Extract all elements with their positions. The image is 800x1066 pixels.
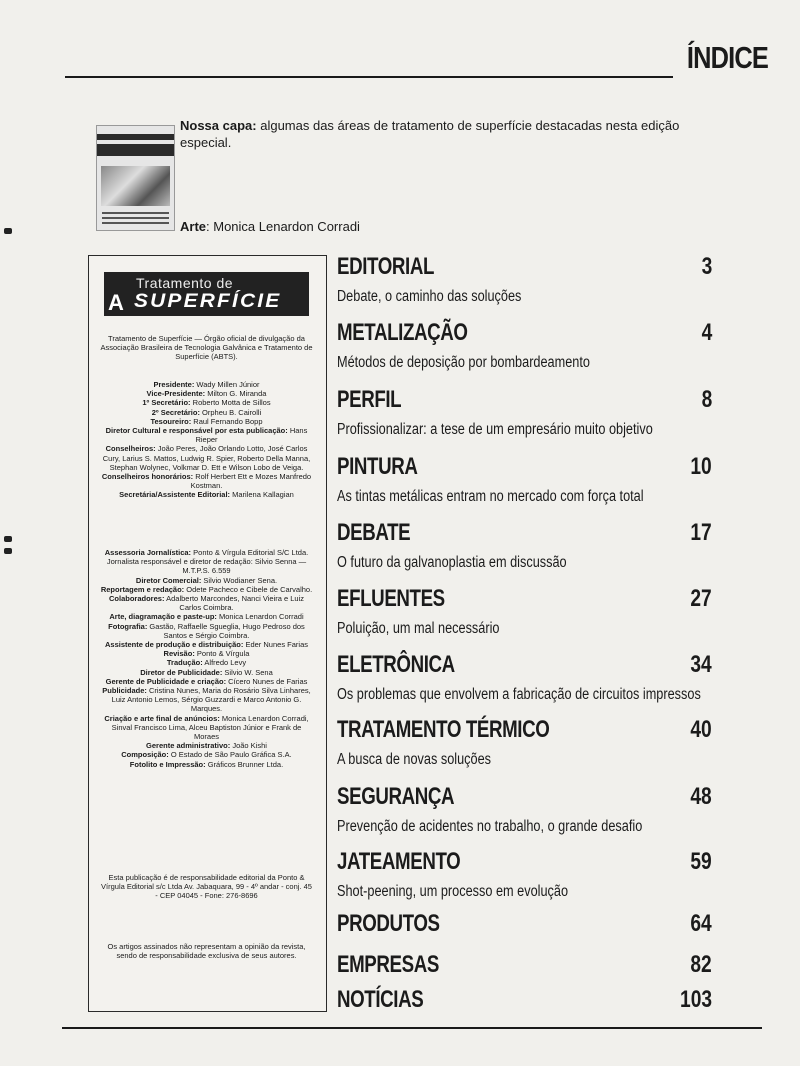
toc-page-number: 64	[690, 910, 712, 937]
masthead-board	[100, 380, 313, 500]
toc-section-title: SEGURANÇA	[337, 783, 455, 810]
masthead-staff	[100, 548, 313, 769]
masthead-publisher: Esta publicação é de responsabilidade editorial da Ponto & Vírgula Editorial s/c Ltda Av. Jabaquara, 99 - 4º andar - conj. 45 - CEP 04045 - Fone: 276-8696	[101, 873, 312, 901]
binding-mark	[4, 548, 12, 554]
toc-page-number: 59	[690, 848, 712, 875]
toc-page-number: 4	[701, 319, 712, 346]
toc-section-title: EDITORIAL	[337, 253, 435, 280]
toc-page-number: 8	[701, 386, 712, 413]
magazine-logo: A Tratamento de SUPERFÍCIE	[104, 272, 309, 316]
logo-line-2: SUPERFÍCIE	[134, 291, 282, 312]
toc-page-number: 103	[679, 986, 712, 1013]
toc-section-description: Profissionalizar: a tese de um empresário muito objetivo	[337, 421, 653, 438]
staff-line: Assistente de produção e distribuição: Eder Nunes Farias	[105, 640, 308, 650]
toc-section-title: EFLUENTES	[337, 585, 445, 612]
board-line: Presidente: Wady Millen Júnior	[153, 380, 260, 389]
footer-rule	[62, 1027, 762, 1029]
toc-section-title: TRATAMENTO TÉRMICO	[337, 716, 550, 743]
cover-caption	[180, 117, 690, 151]
toc-section-title: NOTÍCIAS	[337, 986, 424, 1013]
cover-art-text: : Monica Lenardon Corradi	[206, 219, 360, 234]
toc-section-description: O futuro da galvanoplastia em discussão	[337, 554, 567, 571]
toc-section-title: EMPRESAS	[337, 951, 439, 978]
toc-page-number: 48	[690, 783, 712, 810]
board-line: Conselheiros honorários: Rolf Herbert Ett e Mozes Manfredo Kostman.	[101, 472, 312, 491]
staff-line: Fotografia: Gastão, Raffaelle Sgueglia, Hugo Pedroso dos Santos e Sérgio Coimbra.	[108, 621, 305, 640]
cover-art-credit	[180, 219, 360, 234]
toc-section-description: Os problemas que envolvem a fabricação de circuitos impressos	[337, 686, 701, 703]
toc-page-number: 10	[690, 453, 712, 480]
toc-section-description: A busca de novas soluções	[337, 751, 492, 768]
toc-section-description: Poluição, um mal necessário	[337, 620, 500, 637]
staff-line: Gerente administrativo: João Kishi	[146, 741, 267, 751]
staff-line: Gerente de Publicidade e criação: Cícero Nunes de Farias	[105, 676, 308, 686]
toc-section-description: Métodos de deposição por bombardeamento	[337, 354, 590, 371]
header-rule	[65, 76, 673, 78]
staff-line: Revisão: Ponto & Vírgula	[163, 649, 250, 659]
toc-page-number: 40	[690, 716, 712, 743]
toc-page-number: 3	[701, 253, 712, 280]
toc-page-number: 17	[690, 519, 712, 546]
toc-section-title: ELETRÔNICA	[337, 651, 455, 678]
toc-section-title: PRODUTOS	[337, 910, 440, 937]
staff-line: Colaboradores: Adalberto Marcondes, Nanci Vieira e Luiz Carlos Coimbra.	[109, 594, 304, 613]
toc-page-number: 82	[690, 951, 712, 978]
masthead-disclaimer: Os artigos assinados não representam a opinião da revista, sendo de responsabilidade exclusiva de seus autores.	[107, 942, 306, 961]
toc-section-title: PERFIL	[337, 386, 402, 413]
board-line: 1º Secretário: Roberto Motta de Sillos	[142, 398, 271, 408]
binding-mark	[4, 536, 12, 542]
staff-line: Fotolito e Impressão: Gráficos Brunner Ltda.	[129, 759, 284, 769]
logo-line-1: Tratamento de	[136, 275, 234, 291]
toc-section-description: Debate, o caminho das soluções	[337, 288, 522, 305]
board-line: Diretor Cultural e responsável por esta publicação: Hans Rieper	[105, 426, 308, 445]
toc-section-description: Prevenção de acidentes no trabalho, o grande desafio	[337, 818, 643, 835]
cover-caption-label: Nossa capa:	[180, 118, 257, 133]
board-line: Secretária/Assistente Editorial: Marilena Kallagian	[119, 490, 294, 500]
staff-line: Reportagem e redação: Odete Pacheco e Cibele de Carvalho.	[100, 584, 313, 594]
page-title: ÍNDICE	[686, 40, 768, 75]
board-line: Vice-Presidente: Milton G. Miranda	[146, 389, 267, 399]
staff-line: Tradução: Alfredo Levy	[166, 658, 247, 668]
staff-line: Composição: O Estado de São Paulo Gráfica S.A.	[121, 750, 292, 760]
board-line: Tesoureiro: Raul Fernando Bopp	[150, 416, 263, 426]
staff-line: Diretor Comercial: Silvio Wodianer Sena.	[135, 575, 278, 585]
toc-section-title: METALIZAÇÃO	[337, 319, 468, 346]
toc-section-title: PINTURA	[337, 453, 418, 480]
cover-art-label: Arte	[180, 219, 207, 234]
staff-line: Criação e arte final de anúncios: Monica Lenardon Corradi, Sinval Francisco Lima, Alceu Baptiston Júnior e Frank de Moraes	[104, 713, 309, 742]
staff-line: Diretor de Publicidade: Silvio W. Sena	[140, 667, 273, 677]
toc-page-number: 34	[690, 651, 712, 678]
board-line: 2º Secretário: Orpheu B. Cairolli	[151, 407, 262, 417]
cover-caption-text: algumas das áreas de tratamento de superfície destacadas nesta edição especial.	[180, 118, 680, 150]
cover-thumbnail	[96, 125, 175, 231]
staff-line: Assessoria Jornalística: Ponto & Vírgula Editorial S/C Ltda. Jornalista responsável e diretor de redação: Silvio Senna — M.T.P.S. 6.559	[104, 548, 309, 576]
masthead-intro: Tratamento de Superfície — Órgão oficial de divulgação da Associação Brasileira de Tecnologia Galvânica e Tratamento de Superfície (ABTS).	[100, 334, 313, 362]
staff-line: Publicidade: Cristina Nunes, Maria do Rosário Silva Linhares, Luiz Antonio Lemos, Sérgio Guzzardi e Marco Antonio G. Marques.	[102, 686, 311, 714]
toc-section-title: JATEAMENTO	[337, 848, 461, 875]
binding-mark	[4, 228, 12, 234]
staff-line: Arte, diagramação e paste-up: Monica Lenardon Corradi	[109, 612, 304, 622]
board-line: Conselheiros: João Peres, João Orlando Lotto, José Carlos Cury, Larius S. Mattos, Ludwig R. Spier, Roberto Della Manna, Stephan Wolynec, Volkmar D. Ett e Wilson Lobo de Veiga.	[102, 444, 311, 472]
toc-section-title: DEBATE	[337, 519, 411, 546]
toc-section-description: Shot-peening, um processo em evolução	[337, 883, 569, 900]
toc-section-description: As tintas metálicas entram no mercado com força total	[337, 488, 644, 505]
toc-page-number: 27	[690, 585, 712, 612]
